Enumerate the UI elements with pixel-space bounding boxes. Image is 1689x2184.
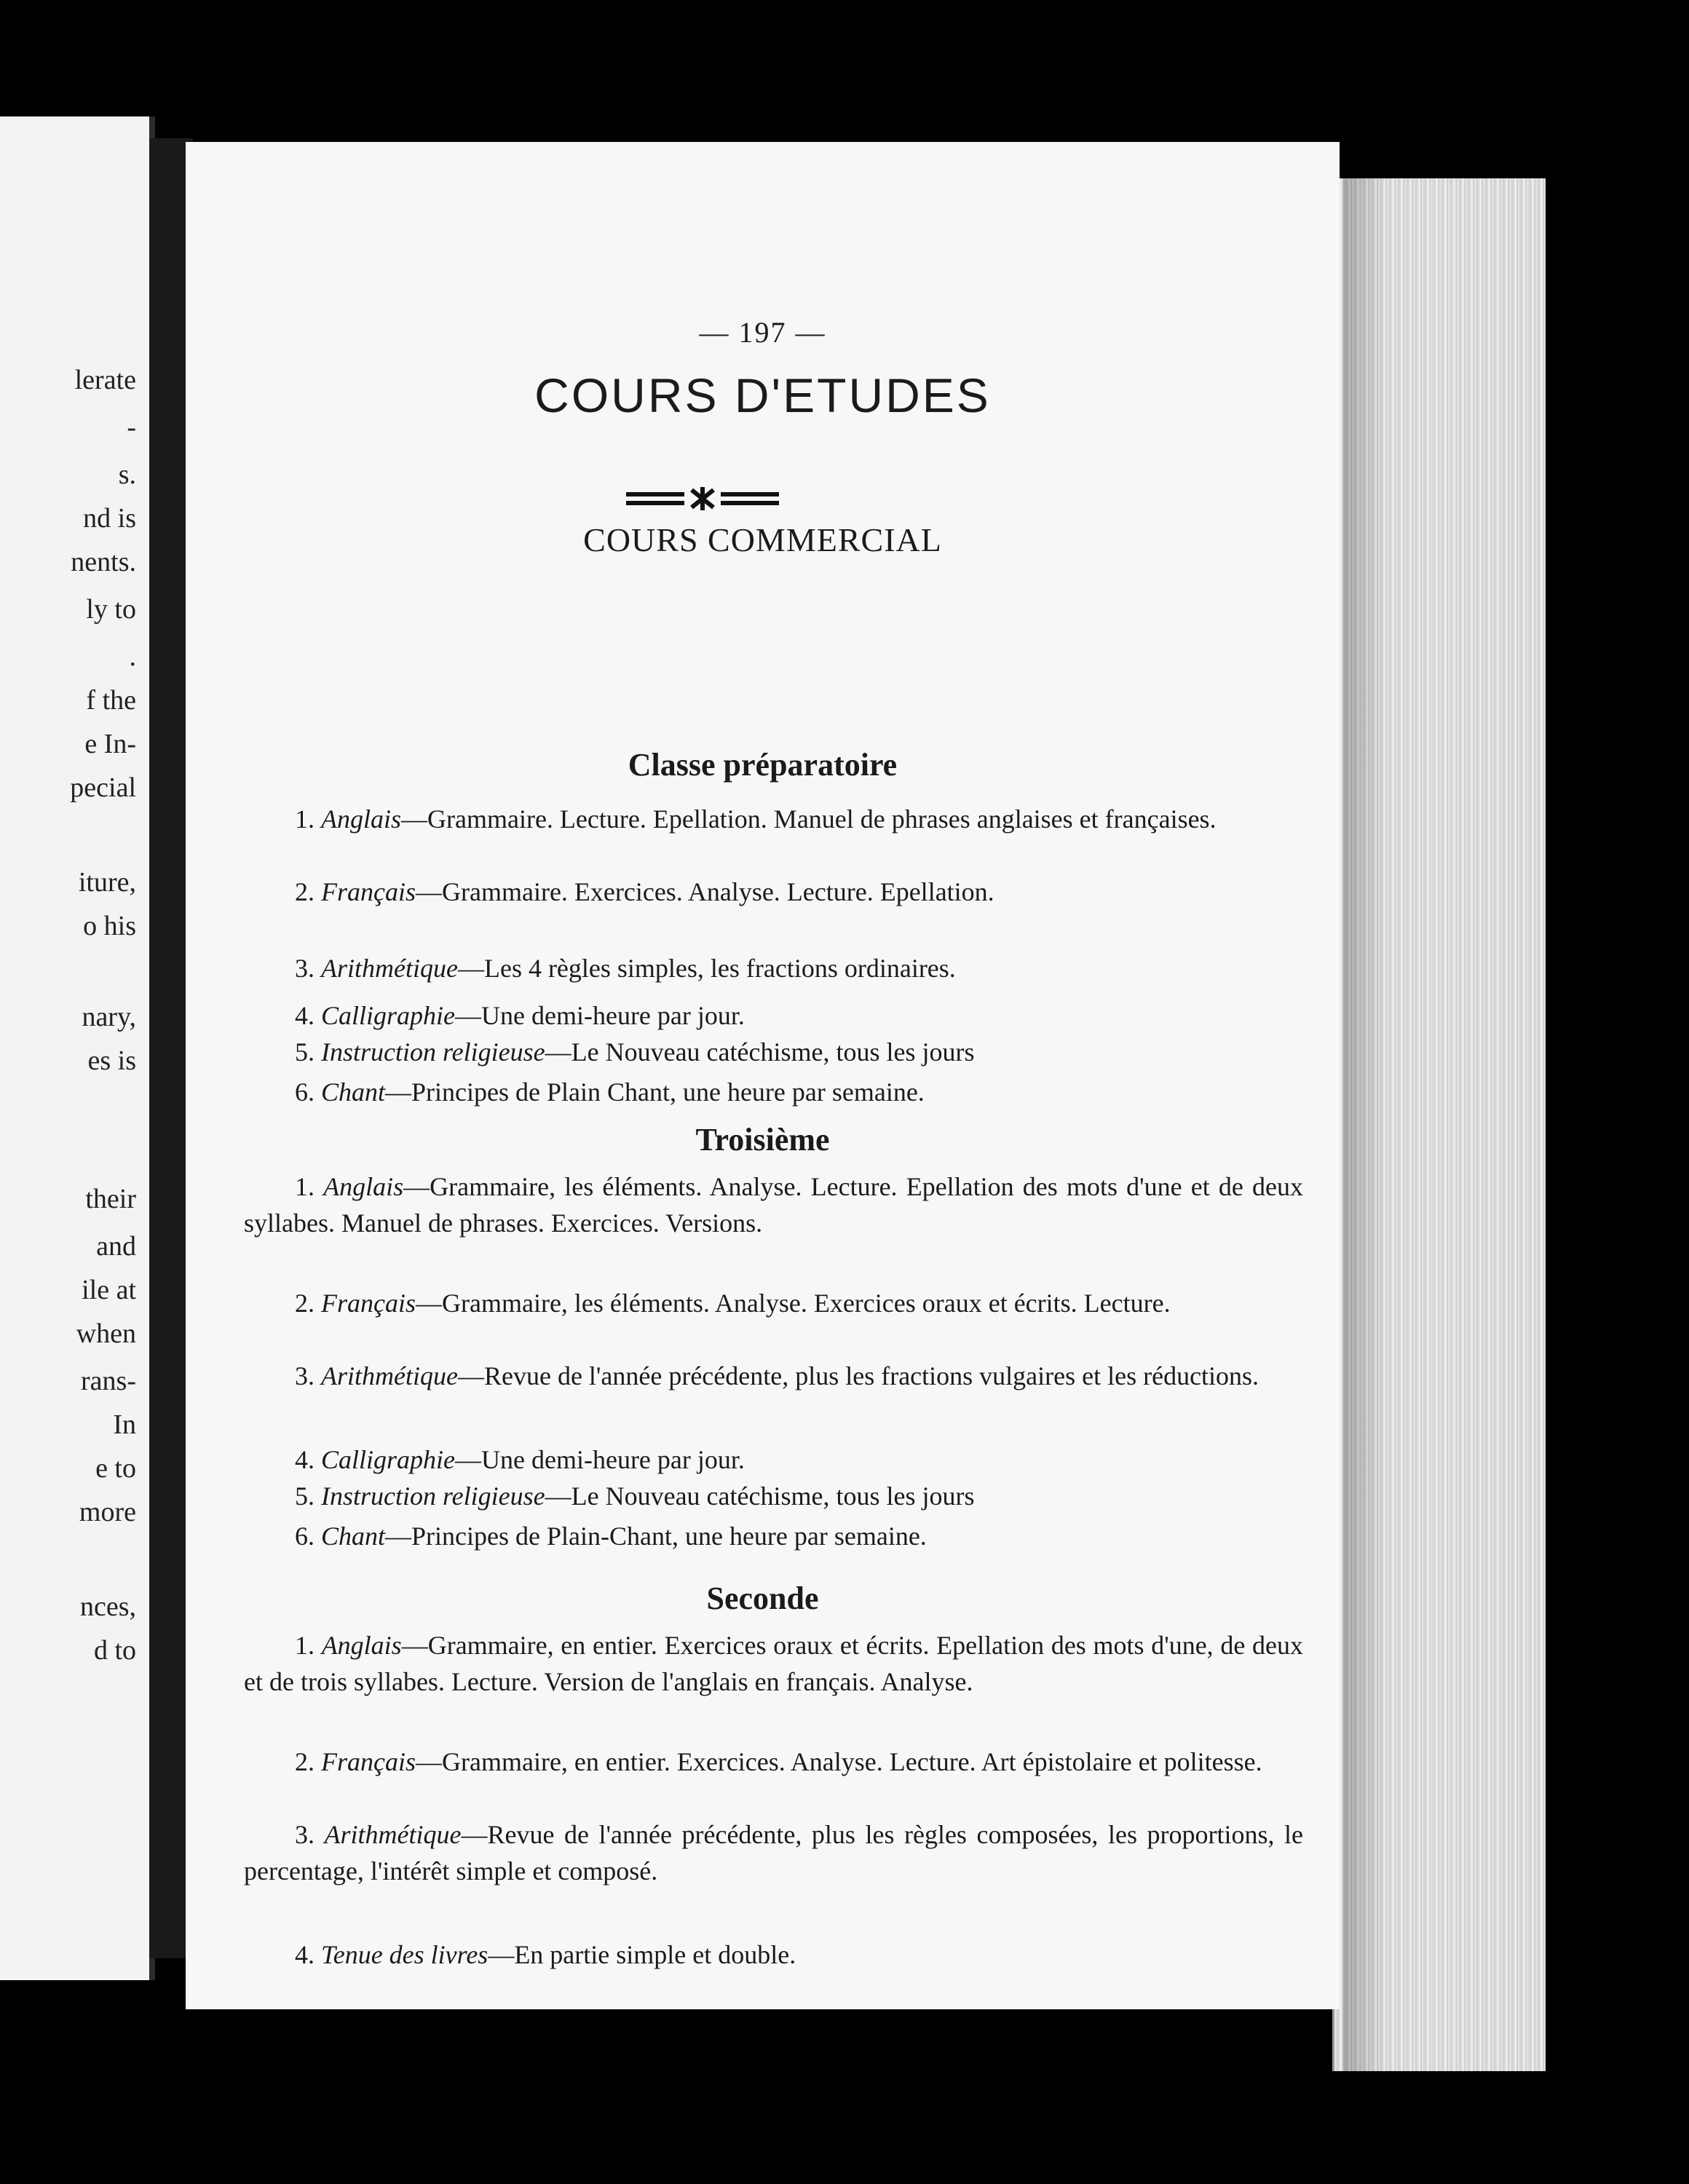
item-number: 3.	[295, 1820, 325, 1849]
item-description: —Grammaire, en entier. Exercices. Analyse. Lecture. Art épistolaire et politesse.	[416, 1747, 1262, 1776]
course-item	[244, 1358, 1303, 1394]
item-subject: Anglais	[321, 804, 402, 834]
course-item	[244, 1627, 1303, 1700]
item-description: —Principes de Plain-Chant, une heure par semaine.	[385, 1522, 927, 1551]
left-page-line: more	[79, 1497, 136, 1527]
course-item	[244, 1034, 1303, 1070]
item-description: —Principes de Plain Chant, une heure par semaine.	[385, 1077, 925, 1107]
left-page-line: nd is	[83, 503, 136, 534]
left-page-line: d to	[93, 1635, 136, 1666]
left-page-line: es is	[87, 1045, 136, 1076]
left-page-line: nary,	[82, 1002, 136, 1032]
item-number: 6.	[295, 1077, 321, 1107]
item-subject: Instruction religieuse	[321, 1037, 545, 1067]
item-number: 2.	[295, 1289, 321, 1318]
item-number: 1.	[295, 1172, 324, 1201]
item-subject: Arithmétique	[324, 1820, 462, 1849]
left-page-line: iture,	[78, 867, 136, 898]
left-page-line: s.	[118, 459, 136, 490]
item-number: 1.	[295, 1631, 322, 1660]
item-number: 6.	[295, 1522, 321, 1551]
page-number: — 197 —	[699, 316, 826, 349]
course-item	[244, 950, 1303, 986]
book-page	[186, 142, 1340, 2009]
course-item	[244, 1441, 1303, 1478]
left-page-line: -	[127, 412, 136, 443]
course-item	[244, 1816, 1303, 1889]
left-page-line: In	[113, 1409, 136, 1440]
item-subject: Français	[321, 877, 416, 906]
item-number: 4.	[295, 1445, 321, 1474]
item-number: 3.	[295, 954, 321, 983]
item-subject: Arithmétique	[321, 954, 458, 983]
left-page-line: nents.	[71, 547, 136, 577]
item-description: —Revue de l'année précédente, plus les fractions vulgaires et les réductions.	[457, 1361, 1259, 1390]
course-item	[244, 801, 1303, 837]
left-page-line: o his	[83, 911, 136, 941]
item-subject: Calligraphie	[321, 1445, 456, 1474]
fore-edge-shadow	[1343, 178, 1387, 2071]
item-description: —Grammaire. Exercices. Analyse. Lecture. Epellation.	[416, 877, 994, 906]
left-page-line: ly to	[86, 594, 136, 625]
course-item	[244, 1074, 1303, 1110]
class-title: Classe préparatoire	[628, 747, 898, 783]
course-item	[244, 1478, 1303, 1514]
left-page-line: nces,	[79, 1591, 136, 1622]
item-description: —Le Nouveau catéchisme, tous les jours	[545, 1481, 975, 1511]
left-page-line: rans-	[81, 1366, 136, 1396]
item-subject: Chant	[321, 1077, 386, 1107]
course-item	[244, 874, 1303, 910]
course-item	[244, 997, 1303, 1034]
item-subject: Anglais	[323, 1172, 404, 1201]
left-page-line: f the	[86, 685, 136, 716]
course-item	[244, 1168, 1303, 1241]
item-subject: Tenue des livres	[321, 1940, 488, 1969]
item-number: 1.	[295, 804, 321, 834]
item-subject: Chant	[321, 1522, 386, 1551]
left-facing-page	[0, 116, 155, 1980]
item-subject: Arithmétique	[321, 1361, 458, 1390]
left-page-line: pecial	[70, 772, 136, 803]
left-page-line: lerate	[74, 365, 136, 395]
item-description: —Grammaire, en entier. Exercices oraux et écrits. Epellation des mots d'une, de deux et de trois syllabes. Lecture. Version de l'anglais en français. Analyse.	[244, 1631, 1303, 1696]
item-number: 2.	[295, 877, 321, 906]
left-page-line: when	[76, 1318, 136, 1349]
left-page-line: their	[85, 1184, 136, 1214]
item-description: —Grammaire, les éléments. Analyse. Exercices oraux et écrits. Lecture.	[416, 1289, 1171, 1318]
item-number: 4.	[295, 1001, 321, 1030]
item-subject: Français	[321, 1289, 416, 1318]
item-subject: Calligraphie	[321, 1001, 456, 1030]
left-page-line: e In-	[84, 729, 136, 759]
item-number: 5.	[295, 1037, 321, 1067]
item-subject: Instruction religieuse	[321, 1481, 545, 1511]
item-description: —Grammaire. Lecture. Epellation. Manuel de phrases anglaises et françaises.	[401, 804, 1217, 834]
left-page-line: and	[96, 1231, 136, 1262]
item-description: —Une demi-heure par jour.	[455, 1445, 745, 1474]
course-item	[244, 1285, 1303, 1321]
ornament-divider-icon	[619, 484, 786, 513]
left-page-line: e to	[95, 1453, 136, 1484]
item-description: —Les 4 règles simples, les fractions ordinaires.	[457, 954, 956, 983]
item-description: —Une demi-heure par jour.	[455, 1001, 745, 1030]
item-subject: Français	[321, 1747, 416, 1776]
course-item	[244, 1518, 1303, 1554]
item-description: —En partie simple et double.	[488, 1940, 796, 1969]
item-subject: Anglais	[321, 1631, 402, 1660]
item-number: 2.	[295, 1747, 321, 1776]
item-description: —Revue de l'année précédente, plus les règles composées, les proportions, le percentage, l'intérêt simple et composé.	[244, 1820, 1304, 1886]
class-title: Seconde	[706, 1580, 819, 1616]
item-description: —Grammaire, les éléments. Analyse. Lecture. Epellation des mots d'une et de deux syllabes. Manuel de phrases. Exercices. Versions.	[244, 1172, 1303, 1238]
course-item	[244, 1744, 1303, 1780]
section-title: COURS COMMERCIAL	[583, 521, 942, 558]
left-page-line: ile at	[82, 1275, 136, 1305]
item-number: 4.	[295, 1940, 321, 1969]
left-page-line: .	[129, 641, 136, 672]
item-description: —Le Nouveau catéchisme, tous les jours	[545, 1037, 975, 1067]
page-title: COURS D'ETUDES	[534, 368, 991, 422]
item-number: 5.	[295, 1481, 321, 1511]
item-number: 3.	[295, 1361, 321, 1390]
class-title: Troisième	[695, 1122, 830, 1158]
course-item	[244, 1936, 1303, 1973]
